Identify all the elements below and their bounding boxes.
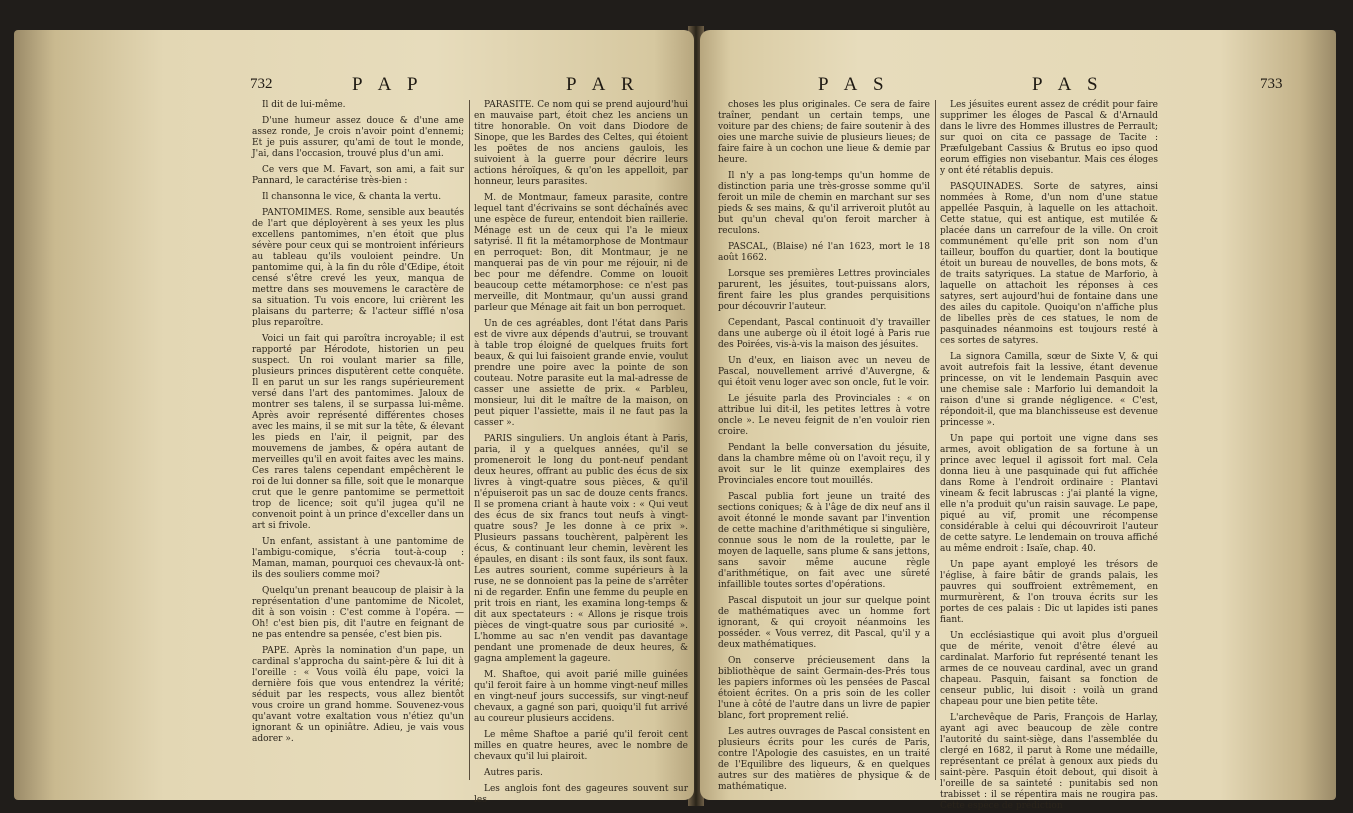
right-page-column-2 — [940, 100, 1158, 811]
paragraph: On conserve précieusement dans la bibliothèque de saint Germain-des-Prés tous les papiers informes où les pensées de Pascal étoient écrites. On a pris soin de les coller l'une à côté de l'autre dans un livre de papier blanc, fort proprement relié. — [718, 656, 930, 721]
paragraph: choses les plus originales. Ce sera de faire traîner, pendant un certain temps, une voiture par des chiens; de faire soutenir à des oies une marche suivie de plusieurs lieues; de faire faire à un cochon une lieue & demie par heure. — [718, 100, 930, 165]
paragraph: Cependant, Pascal continuoit d'y travailler dans une auberge où il étoit logé à Paris rue des Poirées, vis-à-vis la maison des jésuites. — [718, 318, 930, 350]
paragraph: PANTOMIMES. Rome, sensible aux beautés de l'art que déployèrent à ses yeux les plus excellens pantomimes, n'en étoit que plus sévère pour ceux qui se montroient inférieurs au tableau qu'ils vouloient peindre. Un pantomime qui, à la fin du rôle d'Œdipe, étoit censé s'être crevé les yeux, manqua de mettre dans ses mouvemens le caractère de sa situation. Tu vois encore, lui crièrent les plaisans du parterre; & l'acteur sifflé n'osa plus reparoître. — [252, 208, 464, 328]
column-rule — [935, 100, 936, 780]
paragraph: Voici un fait qui paroîtra incroyable; il est rapporté par Hérodote, historien un peu suspect. Un roi voulant marier sa fille, plusieurs princes disputèrent cette conquête. Il en parut un sur les rangs supérieurement versé dans l'art des pantomimes. Jaloux de montrer ses talens, il se surpassa lui-même. Après avoir représenté différentes choses avec les mains, il se mit sur la tête, & élevant les pieds en l'air, il peignit, par des mouvemens de jambes, & opéra autant de merveilles qu'il en avoit faites avec les mains. Ces rares talens cependant empêchèrent le roi de lui donner sa fille, soit que le monarque crut que le genre pantomime se permettoit trop de licence; soit qu'il jugea qu'il ne convenoit point à un prince d'exceller dans un art si frivole. — [252, 334, 464, 531]
paragraph: PASCAL, (Blaise) né l'an 1623, mort le 18 août 1662. — [718, 242, 930, 263]
right-page-number: 733 — [1260, 76, 1283, 92]
right-running-head-2: P A S — [1032, 74, 1104, 95]
paragraph: PASQUINADES. Sorte de satyres, ainsi nommées à Rome, d'un nom d'une statue appellée Pasquin, à laquelle on les attachoit. Cette statue, qui est antique, est mutilée & placée dans un carrefour de la ville. On croit communément qu'elle prit son nom d'un tailleur, bouffon du quartier, dont la boutique étoit un bureau de nouvelles, de bons mots, & de traits satyriques. La statue de Marforio, à laquelle on attachoit les réponses à ces satyres, sert aujourd'hui de fontaine dans une des ailes du capitole. Quoiqu'on n'affiche plus de libelles près de ces statues, le nom de pasquinades néanmoins est toujours resté à ces sortes de satyres. — [940, 182, 1158, 346]
paragraph: PARASITE. Ce nom qui se prend aujourd'hui en mauvaise part, étoit chez les anciens un titre honorable. On voit dans Diodore de Sinope, que les Bardes des Celtes, qui étoient les poëtes de nos anciens gaulois, les suivoient à la guerre pour décrire leurs actions héroïques, & qu'on les appelloit, par honneur, leurs parasites. — [474, 100, 688, 187]
left-page-column-2 — [474, 100, 688, 805]
left-running-head-1: P A P — [352, 74, 424, 95]
paragraph: PAPE. Après la nomination d'un pape, un cardinal s'approcha du saint-père & lui dit à l'oreille : « Vous voilà élu pape, voici la dernière fois que vous entendrez la vérité; séduit par les respects, vous allez bientôt vous croire un grand homme. Souvenez-vous qu'avant votre exaltation vous n'étiez qu'un ignorant & un opiniâtre. Adieu, je vais vous adorer ». — [252, 646, 464, 744]
right-page-column-1 — [718, 100, 930, 790]
paragraph: M. de Montmaur, fameux parasite, contre lequel tant d'écrivains se sont déchaînés avec une espèce de fureur, entendoit bien raillerie. Ménage est un de ceux qui l'a le mieux satyrisé. Il fit la métamorphose de Montmaur en perroquet: Bon, dit Montmaur, je ne manquerai pas de vin pour me réjouir, ni de bec pour me défendre. Comme on louoit beaucoup cette métamorphose: ce n'est pas merveille, dit Montmaur, qu'un aussi grand parleur que Ménage ait fait un bon perroquet. — [474, 193, 688, 313]
paragraph: Un pape ayant employé les trésors de l'église, à faire bâtir de grands palais, les pauvres qui souffroient extrêmement, en murmurèrent, & l'on trouva écrits sur les portes de ces palais : Dic ut lapides isti panes fiant. — [940, 560, 1158, 625]
paragraph: M. Shaftoe, qui avoit parié mille guinées qu'il feroit faire à un homme vingt-neuf milles en vingt-neuf jours successifs, sur vingt-neuf chevaux, a gagné son pari, quoiqu'il fut arrivé au coureur plusieurs accidens. — [474, 670, 688, 724]
paragraph: Il chansonna le vice, & chanta la vertu. — [262, 192, 442, 202]
paragraph: Un d'eux, en liaison avec un neveu de Pascal, nouvellement arrivé d'Auvergne, & qui étoit venu loger avec son oncle, fut le voir. — [718, 356, 930, 388]
paragraph: Un enfant, assistant à une pantomime de l'ambigu-comique, s'écria tout-à-coup : Maman, maman, pourquoi ces chevaux-là ont-ils des souliers comme moi? — [252, 537, 464, 580]
paragraph: Le jésuite parla des Provinciales : « on attribue lui dit-il, les petites lettres à votre oncle ». Le neveu feignit de n'en vouloir rien croire. — [718, 394, 930, 437]
paragraph: Pendant la belle conversation du jésuite, dans la chambre même où on l'avoit reçu, il y avoit sur le lit quinze exemplaires des Provinciales encore tout mouillés. — [718, 443, 930, 486]
paragraph: D'une humeur assez douce & d'une ame assez ronde, Je crois n'avoir point d'ennemi; Et je puis assurer, qu'ami de tout le monde, J'ai, dans l'occasion, trouvé plus d'un ami. — [252, 116, 464, 159]
paragraph: L'archevêque de Paris, François de Harlay, ayant agi avec beaucoup de zèle contre l'autorité du saint-siège, dans l'assemblée du clergé en 1682, il parut à Rome une médaille, représentant ce prélat à genoux aux pieds du saint-père. Pasquin étoit debout, qui disoit à l'oreille de sa sainteté : punitabis sed non trabisset : il se répentira mais ne rougira pas. Cette espèce de prédiction — [940, 713, 1158, 811]
right-page — [700, 30, 1336, 811]
paragraph: Un pape qui portoit une vigne dans ses armes, avoit obligation de sa fortune à un prince avec lequel il agissoit fort mal. Cela donna lieu à une pasquinade qui fut affichée dans Rome à l'endroit ordinaire : Plantavi vineam & fecit labruscas : j'ai planté la vigne, elle n'a produit qu'un raisin sauvage. Le pape, piqué au vif, promit une récompense considérable à celui qui découvriroit l'auteur de cette satyre. Le lendemain on trouva affiché au même endroit : Isaïe, chap. 40. — [940, 434, 1158, 554]
paragraph: Un de ces agréables, dont l'état dans Paris est de vivre aux dépends d'autrui, se trouvant à table trop éloigné de quelques fruits fort beaux, & qui lui faisoient grande envie, voulut prendre une poire avec la pointe de son couteau. Notre parasite eut la mal-adresse de casser une assiette de prix. « Parbleu, monsieur, lui dit le maître de la maison, on peut piquer l'assiette, mais il ne faut pas la casser ». — [474, 319, 688, 428]
left-running-head-2: P A R — [566, 74, 640, 95]
paragraph: Quelqu'un prenant beaucoup de plaisir à la représentation d'une pantomime de Nicolet, dit à son voisin : C'est comme à l'opéra. — Oh! c'est bien pis, dit l'autre en feignant de ne pas entendre sa pensée, c'est bien pis. — [252, 586, 464, 640]
paragraph: Il dit de lui-même. — [262, 100, 346, 110]
paragraph: PARIS singuliers. Un anglois étant à Paris, paria, il y a quelques années, qu'il se promeneroit le long du pont-neuf pendant deux heures, offrant au public des écus de six livres à vingt-quatre sous pièces, & qu'il n'épuiseroit pas un sac de douze cents francs. Il se promena criant à haute voix : « Qui veut des écus de six francs tout neufs à vingt-quatre sous? Je les donne à ce prix ». Plusieurs passans touchèrent, palpèrent les écus, & continuant leur chemin, levèrent les épaules, en disant : ils sont faux, ils sont faux. Les autres sourient, comme supérieurs à la ruse, ne se donnoient pas la peine de s'arrêter ni de regarder. Enfin une femme du peuple en prit trois en riant, les examina long-temps & dit aux spectateurs : « Allons je risque trois pièces de vingt-quatre sous par curiosité ». L'homme au sac n'en vendit pas davantage pendant une promenade de deux heures, & gagna amplement la gageure. — [474, 434, 688, 664]
paragraph: Les anglois font des gageures souvent sur les — [474, 784, 688, 805]
right-running-head-1: P A S — [818, 74, 890, 95]
paragraph: Lorsque ses premières Lettres provinciales parurent, les jésuites, tout-puissans alors, firent faire les plus grandes perquisitions pour découvrir l'auteur. — [718, 269, 930, 312]
paragraph: Pascal disputoit un jour sur quelque point de mathématiques avec un homme fort ignorant, & qui croyoit néanmoins les posséder. « Vous verrez, dit Pascal, qu'il y a deux mathématiques. — [718, 596, 930, 650]
column-rule — [469, 100, 470, 780]
paragraph: La signora Camilla, sœur de Sixte V, & qui avoit autrefois fait la lessive, étant devenue princesse, on vit le lendemain Pasquin avec une chemise sale : Marforio lui demandoit la raison d'une si grande négligence. « C'est, répondoit-il, que ma blanchisseuse est devenue princesse ». — [940, 352, 1158, 428]
left-page-column-1 — [252, 100, 464, 790]
paragraph: Ce vers que M. Favart, son ami, a fait sur Pannard, le caractérise très-bien : — [252, 165, 464, 186]
paragraph: Les autres ouvrages de Pascal consistent en plusieurs écrits pour les curés de Paris, contre l'Apologie des casuistes, en un traité de l'Equilibre des liqueurs, & en quelques autres sur des matières de physique & de mathématique. — [718, 727, 930, 792]
paragraph: Il n'y a pas long-temps qu'un homme de distinction paria une très-grosse somme qu'il feroit un mile de chemin en marchant sur ses pieds & ses mains, & qu'il arriveroit plutôt au but qu'un cheval qu'on feroit marcher à reculons. — [718, 171, 930, 236]
paragraph: Autres paris. — [484, 768, 543, 778]
paragraph: Pascal publia fort jeune un traité des sections coniques; & à l'âge de dix neuf ans il avoit étonné le monde savant par l'invention de cette machine d'arithmétique si singulière, connue sous le nom de la roulette, par le moyen de laquelle, sans plume & sans jettons, sans savoir même aucune règle d'arithmétique, on fait avec une sûreté infaillible toutes sortes d'opérations. — [718, 492, 930, 590]
left-page — [14, 30, 694, 805]
paragraph: Les jésuites eurent assez de crédit pour faire supprimer les éloges de Pascal & d'Arnauld dans le livre des Hommes illustres de Perrault; sur quoi on cita ce passage de Tacite : Præfulgebant Cassius & Brutus eo ipso quod eorum effigies non visebantur. Mais ces éloges y ont été rétablis depuis. — [940, 100, 1158, 176]
paragraph: Le même Shaftoe a parié qu'il feroit cent milles en quatre heures, avec le nombre de chevaux qu'il lui plairoit. — [474, 730, 688, 762]
left-page-number: 732 — [250, 76, 273, 92]
paragraph: Un ecclésiastique qui avoit plus d'orgueil que de mérite, venoit d'être élevé au cardinalat. Marforio fut représenté tenant les armes de ce nouveau cardinal, avec un grand chapeau. Pasquin, faisant sa fonction de censeur public, lui disoit : voilà un grand chapeau pour une bien petite tête. — [940, 631, 1158, 707]
